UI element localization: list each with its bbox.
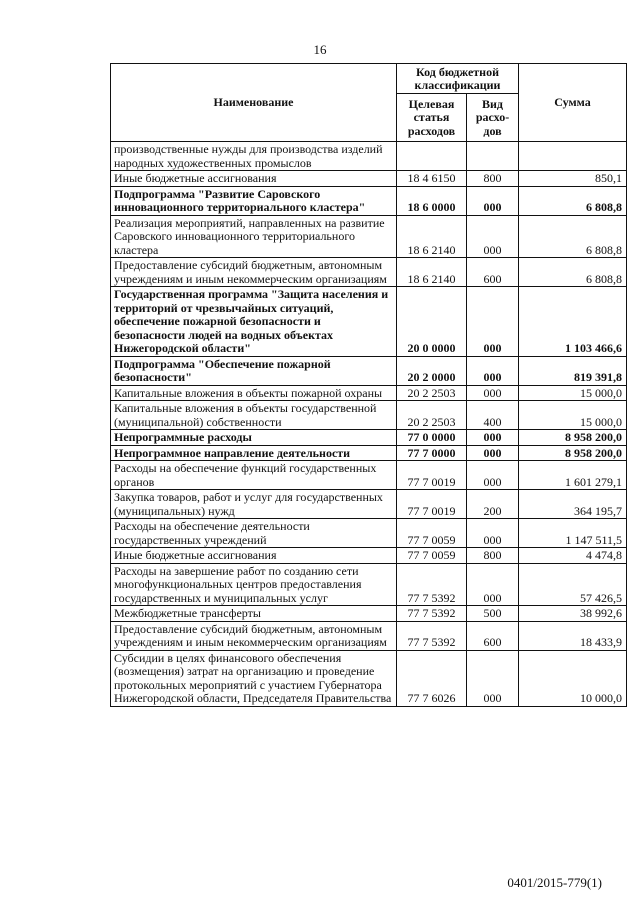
table-row (111, 287, 627, 357)
row-target-article-cell: 77 7 5392 (397, 606, 467, 622)
table-row (111, 171, 627, 187)
table-row (111, 621, 627, 650)
row-expense-kind-cell: 000 (467, 519, 519, 548)
header-amount: Сумма (519, 64, 627, 142)
row-amount-cell: 6 808,8 (519, 215, 627, 258)
row-name-cell: Подпрограмма "Развитие Саровского инновационного территориального кластера" (111, 186, 397, 215)
header-target-article: Целевая статья расходов (397, 94, 467, 142)
row-name-cell: Расходы на обеспечение функций государственных органов (111, 461, 397, 490)
row-target-article-cell: 18 6 2140 (397, 258, 467, 287)
row-expense-kind-cell: 000 (467, 356, 519, 385)
table-row (111, 385, 627, 401)
row-expense-kind-cell: 000 (467, 563, 519, 606)
row-expense-kind-cell: 400 (467, 401, 519, 430)
row-name-cell: Государственная программа "Защита населения и территорий от чрезвычайных ситуаций, обеспечение пожарной безопасности и безопасности людей на водных объектах Нижегородской области" (111, 287, 397, 357)
row-target-article-cell: 20 2 2503 (397, 401, 467, 430)
row-name-cell: Закупка товаров, работ и услуг для государственных (муниципальных) нужд (111, 490, 397, 519)
header-name: Наименование (111, 64, 397, 142)
row-amount-cell: 15 000,0 (519, 401, 627, 430)
row-expense-kind-cell: 000 (467, 385, 519, 401)
row-expense-kind-cell: 000 (467, 430, 519, 446)
row-amount-cell: 6 808,8 (519, 258, 627, 287)
row-amount-cell: 364 195,7 (519, 490, 627, 519)
row-target-article-cell: 20 2 0000 (397, 356, 467, 385)
table-row (111, 461, 627, 490)
row-amount-cell: 1 103 466,6 (519, 287, 627, 357)
table-row (111, 650, 627, 706)
row-name-cell: Межбюджетные трансферты (111, 606, 397, 622)
row-amount-cell: 6 808,8 (519, 186, 627, 215)
table-row (111, 606, 627, 622)
row-expense-kind-cell: 800 (467, 548, 519, 564)
row-amount-cell: 15 000,0 (519, 385, 627, 401)
row-name-cell: Непрограммные расходы (111, 430, 397, 446)
row-expense-kind-cell: 000 (467, 445, 519, 461)
row-expense-kind-cell: 800 (467, 171, 519, 187)
table-row (111, 563, 627, 606)
row-name-cell: Иные бюджетные ассигнования (111, 171, 397, 187)
row-name-cell: Предоставление субсидий бюджетным, автономным учреждениям и иным некоммерческим организациям (111, 258, 397, 287)
row-amount-cell: 1 601 279,1 (519, 461, 627, 490)
table-row (111, 215, 627, 258)
row-amount-cell: 10 000,0 (519, 650, 627, 706)
row-expense-kind-cell (467, 142, 519, 171)
row-name-cell: Подпрограмма "Обеспечение пожарной безопасности" (111, 356, 397, 385)
row-expense-kind-cell: 000 (467, 650, 519, 706)
table-row (111, 548, 627, 564)
table-row (111, 445, 627, 461)
table-row (111, 356, 627, 385)
row-target-article-cell: 77 7 0019 (397, 461, 467, 490)
row-name-cell: Предоставление субсидий бюджетным, автономным учреждениям и иным некоммерческим организациям (111, 621, 397, 650)
row-name-cell: Непрограммное направление деятельности (111, 445, 397, 461)
row-name-cell: Субсидии в целях финансового обеспечения (возмещения) затрат на организацию и проведение протокольных мероприятий с участием Губернатора Нижегородской области, Председателя Правительства (111, 650, 397, 706)
row-expense-kind-cell: 000 (467, 461, 519, 490)
page-number: 16 (313, 42, 327, 57)
table-body (111, 142, 627, 707)
header-expense-kind: Вид расхо-дов (467, 94, 519, 142)
row-amount-cell: 8 958 200,0 (519, 445, 627, 461)
row-amount-cell: 18 433,9 (519, 621, 627, 650)
row-amount-cell: 8 958 200,0 (519, 430, 627, 446)
row-target-article-cell: 77 7 5392 (397, 621, 467, 650)
row-expense-kind-cell: 600 (467, 258, 519, 287)
row-name-cell: Капитальные вложения в объекты государственной (муниципальной) собственности (111, 401, 397, 430)
table-row (111, 186, 627, 215)
row-target-article-cell: 20 2 2503 (397, 385, 467, 401)
row-target-article-cell (397, 142, 467, 171)
row-target-article-cell: 77 7 0059 (397, 548, 467, 564)
row-amount-cell: 38 992,6 (519, 606, 627, 622)
row-name-cell: Реализация мероприятий, направленных на развитие Саровского инновационного территориального кластера (111, 215, 397, 258)
row-target-article-cell: 77 7 0059 (397, 519, 467, 548)
row-target-article-cell: 18 6 2140 (397, 215, 467, 258)
table-row (111, 430, 627, 446)
row-expense-kind-cell: 000 (467, 287, 519, 357)
table-row (111, 490, 627, 519)
row-amount-cell: 819 391,8 (519, 356, 627, 385)
row-amount-cell: 4 474,8 (519, 548, 627, 564)
row-amount-cell: 57 426,5 (519, 563, 627, 606)
row-amount-cell: 850,1 (519, 171, 627, 187)
row-target-article-cell: 18 4 6150 (397, 171, 467, 187)
table-row (111, 519, 627, 548)
header-classification: Код бюджетной классификации (397, 64, 519, 94)
row-target-article-cell: 20 0 0000 (397, 287, 467, 357)
row-amount-cell (519, 142, 627, 171)
row-expense-kind-cell: 000 (467, 186, 519, 215)
row-target-article-cell: 77 7 6026 (397, 650, 467, 706)
table-row (111, 258, 627, 287)
row-name-cell: Расходы на обеспечение деятельности государственных учреждений (111, 519, 397, 548)
row-name-cell: Иные бюджетные ассигнования (111, 548, 397, 564)
row-target-article-cell: 77 7 5392 (397, 563, 467, 606)
row-name-cell: производственные нужды для производства изделий народных художественных промыслов (111, 142, 397, 171)
document-code: 0401/2015-779(1) (507, 875, 602, 890)
row-expense-kind-cell: 500 (467, 606, 519, 622)
row-target-article-cell: 77 7 0000 (397, 445, 467, 461)
budget-table (110, 63, 627, 707)
table-row (111, 401, 627, 430)
row-expense-kind-cell: 200 (467, 490, 519, 519)
row-name-cell: Расходы на завершение работ по созданию сети многофункциональных центров предоставления государственных и муниципальных услуг (111, 563, 397, 606)
row-target-article-cell: 77 0 0000 (397, 430, 467, 446)
row-target-article-cell: 18 6 0000 (397, 186, 467, 215)
row-name-cell: Капитальные вложения в объекты пожарной охраны (111, 385, 397, 401)
row-amount-cell: 1 147 511,5 (519, 519, 627, 548)
row-expense-kind-cell: 000 (467, 215, 519, 258)
row-target-article-cell: 77 7 0019 (397, 490, 467, 519)
table-row (111, 142, 627, 171)
row-expense-kind-cell: 600 (467, 621, 519, 650)
